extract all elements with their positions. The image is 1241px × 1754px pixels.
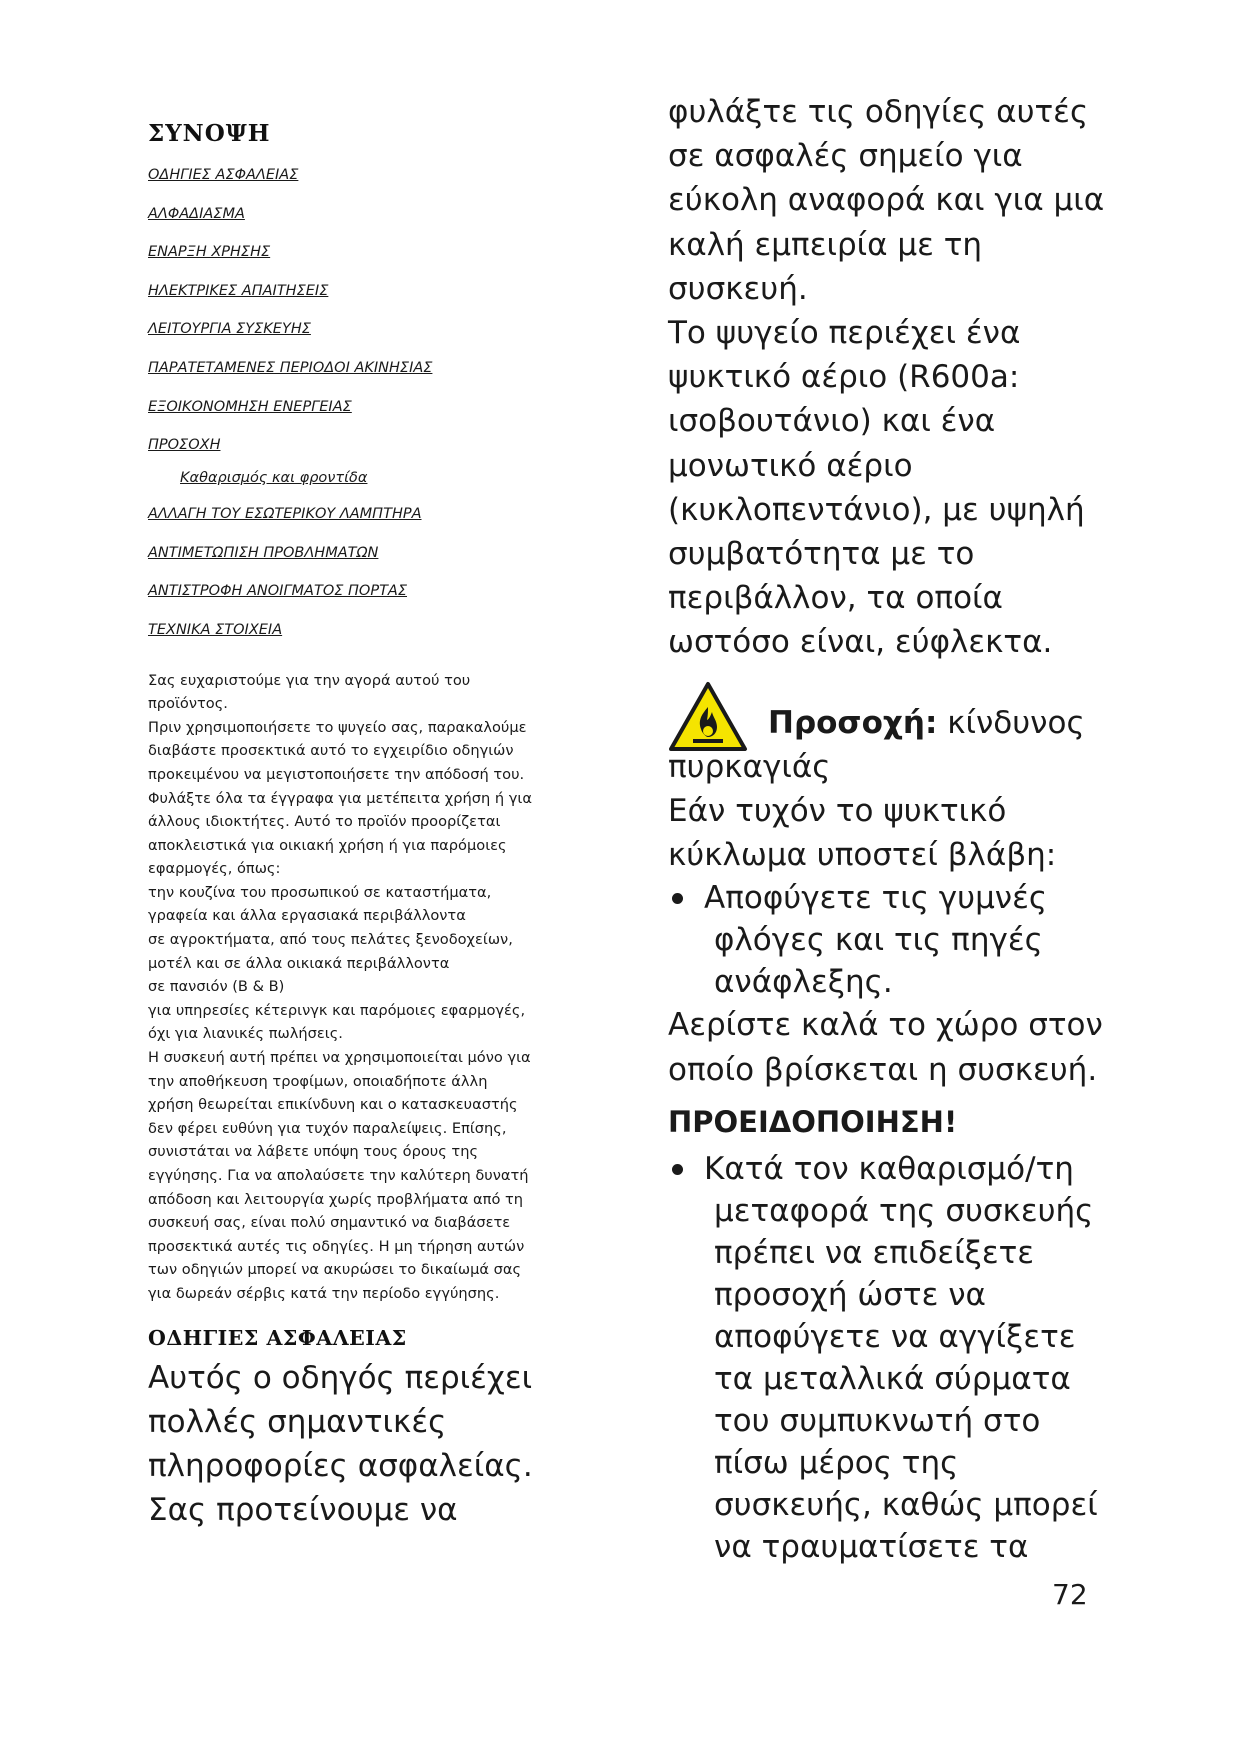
bullet-line: πρέπει να επιδείξετε: [714, 1234, 1035, 1271]
toc-link-leveling[interactable]: ΑΛΦΑΔΙΑΣΜΑ: [148, 205, 245, 222]
table-of-contents: [148, 163, 578, 657]
safety-line: πληροφορίες ασφαλείας.: [148, 1447, 533, 1484]
intro-line: σε αγροκτήματα, από τους πελάτες ξενοδοχείων,: [148, 931, 513, 949]
intro-line: την αποθήκευση τροφίμων, οποιαδήποτε άλλη: [148, 1072, 488, 1090]
intro-line: μοτέλ και σε άλλα οικιακά περιβάλλοντα: [148, 954, 450, 972]
fire-warning-line: πυρκαγιάς: [668, 748, 831, 785]
safety-line: καλή εμπειρία με τη: [668, 226, 983, 263]
caution-label: Προσοχή:: [768, 704, 938, 741]
safety-line: φυλάξτε τις οδηγίες αυτές: [668, 94, 1089, 130]
safety-line: σε ασφαλές σημείο για: [668, 138, 1023, 175]
fire-warning-line: κύκλωμα υποστεί βλάβη:: [668, 837, 1057, 874]
bullet-line: προσοχή ώστε να: [714, 1276, 986, 1313]
toc-link-energy-saving[interactable]: ΕΞΟΙΚΟΝΟΜΗΣΗ ΕΝΕΡΓΕΙΑΣ: [148, 398, 352, 415]
toc-link-cleaning[interactable]: Καθαρισμός και φροντίδα: [180, 470, 368, 487]
bullet-line: να τραυματίσετε τα: [714, 1528, 1029, 1565]
intro-line: Πριν χρησιμοποιήσετε το ψυγείο σας, παρακαλούμε: [148, 718, 527, 736]
toc-link-door-reversal[interactable]: ΑΝΤΙΣΤΡΟΦΗ ΑΝΟΙΓΜΑΤΟΣ ΠΟΡΤΑΣ: [148, 583, 408, 600]
intro-line: διαβάστε προσεκτικά αυτό το εγχειρίδιο οδηγιών: [148, 742, 514, 760]
notice-bullet-list: [668, 1148, 1138, 1568]
safety-line: συμβατότητα με το: [668, 536, 975, 573]
intro-line: προκειμένου να μεγιστοποιήσετε την απόδοσή του.: [148, 765, 525, 783]
fire-warning-block: [668, 681, 1138, 878]
bullet-line: φλόγες και τις πηγές: [714, 922, 1043, 959]
intro-line: συνιστάται να λάβετε υπόψη τους όρους της: [148, 1143, 479, 1161]
fire-bullet-list: [668, 877, 1138, 1003]
intro-line: απόδοση και λειτουργία χωρίς προβλήματα από τη: [148, 1190, 524, 1208]
safety-line: ωστόσο είναι, εύφλεκτα.: [668, 624, 1053, 661]
toc-link-inactivity[interactable]: ΠΑΡΑΤΕΤΑΜΕΝΕΣ ΠΕΡΙΟΔΟΙ ΑΚΙΝΗΣΙΑΣ: [148, 359, 433, 376]
toc-link-technical-data[interactable]: ΤΕΧΝΙΚΑ ΣΤΟΙΧΕΙΑ: [148, 621, 283, 638]
bullet-line: ανάφλεξης.: [714, 964, 893, 1001]
right-column: [668, 90, 1138, 1568]
safety-line: περιβάλλον, τα οποία: [668, 580, 1003, 617]
notice-heading: ΠΡΟΕΙΔΟΠΟΙΗΣΗ!: [668, 1104, 958, 1139]
caution-text: κίνδυνος: [937, 704, 1085, 741]
bullet-line: αποφύγετε να αγγίξετε: [714, 1318, 1076, 1355]
safety-line: (κυκλοπεντάνιο), με υψηλή: [668, 491, 1085, 528]
bullet-line: συσκευής, καθώς μπορεί: [714, 1486, 1098, 1523]
toc-link-first-use[interactable]: ΕΝΑΡΞΗ ΧΡΗΣΗΣ: [148, 244, 271, 261]
toc-link-electrical[interactable]: ΗΛΕΚΤΡΙΚΕΣ ΑΠΑΙΤΗΣΕΙΣ: [148, 282, 329, 299]
intro-line: προσεκτικά αυτές τις οδηγίες. Η μη τήρηση αυτών: [148, 1237, 525, 1255]
intro-line: εγγύησης. Για να απολαύσετε την καλύτερη δυνατή: [148, 1167, 529, 1184]
fire-warning-line: Εάν τυχόν το ψυκτικό: [668, 793, 1007, 830]
bullet-line: μεταφορά της συσκευής: [714, 1192, 1094, 1229]
bullet-line: του συμπυκνωτή στο: [714, 1402, 1041, 1439]
intro-line: εφαρμογές, όπως:: [148, 860, 281, 878]
toc-link-troubleshooting[interactable]: ΑΝΤΙΜΕΤΩΠΙΣΗ ΠΡΟΒΛΗΜΑΤΩΝ: [148, 544, 379, 561]
bullet-line: πίσω μέρος της: [714, 1444, 959, 1481]
intro-line: χρήση θεωρείται επικίνδυνη και ο κατασκευαστής: [148, 1096, 518, 1114]
page-number: 72: [1052, 1578, 1088, 1611]
safety-line: Αυτός ο οδηγός περιέχει: [148, 1359, 533, 1396]
toc-link-caution[interactable]: ΠΡΟΣΟΧΗ: [148, 437, 221, 454]
toc-title: ΣΥΝΟΨΗ: [148, 120, 271, 147]
intro-line: δεν φέρει ευθύνη για τυχόν παραλείψεις. Επίσης,: [148, 1119, 507, 1137]
list-item: [668, 877, 1138, 1003]
intro-line: των οδηγιών μπορεί να ακυρώσει το δικαίωμά σας: [148, 1261, 522, 1279]
safety-line: συσκευή.: [668, 270, 808, 307]
intro-line: όχι για λιανικές πωλήσεις.: [148, 1025, 343, 1043]
toc-link-operation[interactable]: ΛΕΙΤΟΥΡΓΙΑ ΣΥΣΚΕΥΗΣ: [148, 321, 311, 338]
intro-line: για δωρεάν σέρβις κατά την περίοδο εγγύησης.: [148, 1284, 500, 1302]
intro-line: Φυλάξτε όλα τα έγγραφα για μετέπειτα χρήση ή για: [148, 789, 532, 807]
intro-line: για υπηρεσίες κέτερινγκ και παρόμοιες εφαρμογές,: [148, 1001, 526, 1019]
left-column: [148, 120, 578, 1532]
bullet-line: τα μεταλλικά σύρματα: [714, 1360, 1071, 1397]
safety-line: ψυκτικό αέριο (R600a:: [668, 359, 1020, 396]
bullet-icon: [672, 893, 683, 904]
intro-line: προϊόντος.: [148, 695, 228, 713]
intro-line: Σας ευχαριστούμε για την αγορά αυτού του: [148, 671, 471, 689]
safety-line: ισοβουτάνιο) και ένα: [668, 403, 996, 440]
safety-heading: ΟΔΗΓΙΕΣ ΑΣΦΑΛΕΙΑΣ: [148, 1325, 407, 1350]
safety-line: εύκολη αναφορά και για μια: [668, 182, 1105, 219]
safety-line: Το ψυγείο περιέχει ένα: [668, 315, 1021, 352]
bullet-line: Αποφύγετε τις γυμνές: [704, 880, 1048, 917]
bullet-line: Κατά τον καθαρισμό/τη: [704, 1150, 1074, 1187]
intro-line: σε πανσιόν (B & B): [148, 978, 285, 996]
safety-line: πολλές σημαντικές: [148, 1403, 447, 1440]
intro-line: Η συσκευή αυτή πρέπει να χρησιμοποιείται μόνο για: [148, 1049, 531, 1067]
flammable-warning-icon: [668, 681, 748, 753]
list-item: [668, 1148, 1138, 1568]
intro-line: την κουζίνα του προσωπικού σε καταστήματα,: [148, 883, 492, 901]
intro-paragraph: [148, 669, 578, 1306]
toc-link-safety[interactable]: ΟΔΗΓΙΕΣ ΑΣΦΑΛΕΙΑΣ: [148, 167, 299, 183]
toc-link-lamp[interactable]: ΑΛΛΑΓΗ ΤΟΥ ΕΣΩΤΕΡΙΚΟΥ ΛΑΜΠΤΗΡΑ: [148, 506, 422, 523]
safety-line: μονωτικό αέριο: [668, 447, 913, 484]
intro-line: άλλους ιδιοκτήτες. Αυτό το προϊόν προορίζεται: [148, 813, 501, 831]
ventilation-line: Αερίστε καλά το χώρο στον: [668, 1007, 1103, 1044]
bullet-icon: [672, 1164, 683, 1175]
ventilation-line: οποίο βρίσκεται η συσκευή.: [668, 1051, 1098, 1088]
intro-line: αποκλειστικά για οικιακή χρήση ή για παρόμοιες: [148, 836, 507, 854]
intro-line: γραφεία και άλλα εργασιακά περιβάλλοντα: [148, 907, 466, 925]
intro-line: συσκευή σας, είναι πολύ σημαντικό να διαβάσετε: [148, 1214, 511, 1232]
safety-line: Σας προτείνουμε να: [148, 1491, 458, 1528]
